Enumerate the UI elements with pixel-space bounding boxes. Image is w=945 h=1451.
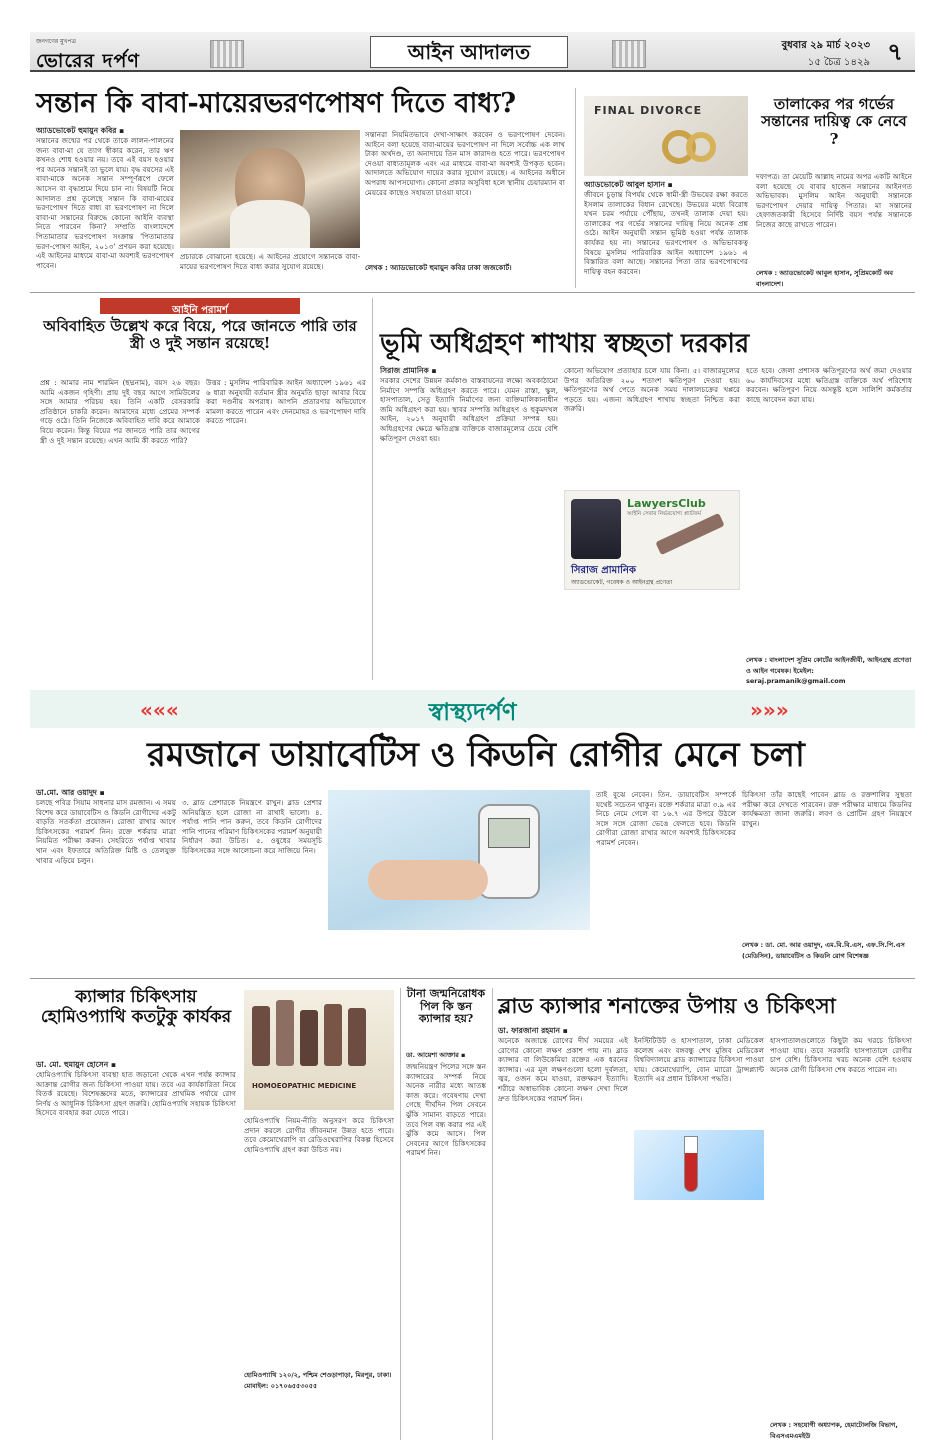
legal-advice-label: আইনি পরামর্শ xyxy=(172,305,228,316)
article5-col2: হোমিওপ্যাথি নিয়ম-নীতি অনুসরণ করে চিকিৎসা প্রদান করলে রোগীর জীবনমান উন্নত হতে পারে। তবে কেমোথেরাপি বা রেডিওথেরাপির বিকল্প হিসেবে হোমিওপ্যাথি গ্রহণ করা উচিত নয়। xyxy=(244,1116,394,1154)
date-line-1: বুধবার ২৯ মার্চ ২০২৩ xyxy=(781,40,870,51)
blood-test-tube-photo xyxy=(634,1130,764,1200)
lawyer-gavel-panel xyxy=(564,490,740,590)
article2-headline: তালাকের পর গর্ভের সন্তানের দায়িত্ব কে নেবে ? xyxy=(761,95,907,148)
article4-author: লেখক : বাংলাদেশ সুপ্রিম কোর্টের আইনজীবী, আইনগ্রন্থ প্রণেতা ও আইন গবেষক। ইমেইল: seraj.pramanik@gmail.com xyxy=(746,656,912,685)
article2-author: লেখক : অ্যাডভোকেট আবুল হাসান, সুপ্রিমকোর্ট অব বাংলাদেশ। xyxy=(756,269,894,288)
article2-byline: অ্যাডভোকেট আবুল হাসান ▪ xyxy=(584,180,673,189)
article4-col3: হতে হবে। জেলা প্রশাসক ক্ষতিপূরণের অর্থ জমা দেওয়ার ৬০ কার্যদিবসের মধ্যে ক্ষতিগ্রস্ত ব্যক্তিকে অর্থ পরিশোধ করবেন। ক্ষতিপূরণ নিয়ে অসন্তুষ্ট হলে সালিশি কর্মকর্তার কাছে আবেদন করা যায়। xyxy=(746,366,912,404)
gavel-icon xyxy=(655,513,724,555)
article4-col1: সরকার দেশের উন্নয়ন কর্মকাণ্ড বাস্তবায়নের লক্ষ্যে অবকাঠামো নির্মাণে সম্পত্তি অধিগ্রহণ করতে পারে। যেমন রাস্তা, স্কুল, হাসপাতাল, সেতু ইত্যাদি নির্মাণের জন্য ব্যক্তিমালিকানাধীন জমি অধিগ্রহণ করা হয়। স্থাবর সম্পত্তি অধিগ্রহণ ও হুকুমদখল আইন, ২০১৭ অনুযায়ী অধিগ্রহণ প্রক্রিয়া সম্পন্ন হয়। অধিগ্রহণের ক্ষেত্রে ক্ষতিগ্রস্ত ব্যক্তিকে বাজারমূল্যের চেয়ে বেশি ক্ষতিপূরণ দেওয়া হয়। xyxy=(380,376,558,443)
article7-col2: ইনস্টিটিউট ও হাসপাতাল, ঢাকা মেডিকেল কলেজ এবং বঙ্গবন্ধু শেখ মুজিব মেডিকেল বিশ্ববিদ্যালয়ে ব্লাড ক্যান্সারের চিকিৎসা পাওয়া যায়। কেমোথেরাপি, বোন ম্যারো ট্রান্সপ্ল্যান্ট ইত্যাদি এর প্রধান চিকিৎসা পদ্ধতি। xyxy=(634,1036,764,1084)
article5-headline: ক্যান্সার চিকিৎসায় হোমিওপ্যাথি কতটুকু কার্যকর xyxy=(40,987,232,1027)
date-block xyxy=(760,38,870,72)
article7-col3: হাসপাতালগুলোতে কিছুটা কম খরচে চিকিৎসা পাওয়া যায়। তবে সরকারি হাসপাতালে রোগীর চাপ বেশি। চিকিৎসার খরচ অনেক বেশি হওয়ায় অনেক রোগী চিকিৎসা শেষ করতে পারেন না। xyxy=(770,1036,912,1074)
test-tube-icon xyxy=(684,1136,698,1192)
left-arrows-icon: ««« xyxy=(140,698,179,722)
health-headline: রমজানে ডায়াবেটিস ও কিডনি রোগীর মেনে চলা xyxy=(147,735,805,775)
article7-headline: ব্লাড ক্যান্সার শনাক্তের উপায় ও চিকিৎসা xyxy=(498,993,836,1018)
health-col1: চলছে পবিত্র সিয়াম সাধনার মাস রমজান। এ সময় বিশেষ করে ডায়াবেটিস ও কিডনি রোগীদের একটু বাড়তি সতর্কতা প্রয়োজন। রোজা রাখার আগে চিকিৎসকের পরামর্শ নিন। রক্তে শর্করার মাত্রা নিয়মিত পরীক্ষা করুন। সেহরিতে পর্যাপ্ত খাবার খান এবং ইফতারে অতিরিক্ত মিষ্টি ও তেলযুক্ত খাবার এড়িয়ে চলুন। xyxy=(36,798,176,865)
article4-byline: সিরাজ প্রামানিক ▪ xyxy=(380,366,437,375)
health-col2: ৩. ব্লাড প্রেশারকে নিয়ন্ত্রণে রাখুন। ব্লাড প্রেশার অনিয়ন্ত্রিত হলে রোজা না রাখাই ভালো। ৪. পর্যাপ্ত পানি পান করুন, তবে কিডনি রোগীদের পানি পানের পরিমাণ চিকিৎসকের পরামর্শ অনুযায়ী নির্ধারণ করা উচিত। ৫. ওষুধের সময়সূচি চিকিৎসকের সঙ্গে আলোচনা করে সাজিয়ে নিন। xyxy=(182,798,322,855)
lawyers-club-sub: আইনি সেবার নির্ভরযোগ্য প্ল্যাটফর্ম xyxy=(627,511,702,517)
article1-col2: সন্তানরা নিয়মিতভাবে দেখা-সাক্ষাৎ করবেন ও ভরণপোষণ দেবেন। আইনে বলা হয়েছে বাবা-মায়ের ভরণপোষণ না দিলে সর্বোচ্চ এক লাখ টাকা অর্থদণ্ড, তা অনাদায়ে তিন মাস কারাদণ্ড হতে পারে। ভরণপোষণ দেওয়া বাধ্যতামূলক এবং এর মাধ্যমে বাবা-মা অবশ্যই উপকৃত হবেন। আদালতে অভিযোগ দায়ের করার সুযোগ রয়েছে। এ আইনের অধীনে অপরাধ আপসযোগ্য। কোনো প্রকার অসুবিধা হলে স্থানীয় চেয়ারম্যান বা মেয়রের কাছেও সহায়তা চাওয়া যাবে। xyxy=(365,130,565,197)
health-byline: ডা.মো. আর ওয়াদুদ ▪ xyxy=(36,788,105,797)
article6-headline: টানা জন্মনিরোধক পিল কি স্তন ক্যান্সার হয়? xyxy=(406,987,486,1026)
masthead-logo-block xyxy=(36,36,186,79)
article2-col2: দফাপত্র। তা মেয়েটি আল্লাহ নামের অপর একটি আইনে বলা হয়েছে যে বাবার হাজেন সন্তানের আইনগত অভিভাবক। মুসলিম আইন অনুযায়ী সন্তানকে ভরণপোষণ দেয়ার দায়িত্ব পিতার। মা সন্তানের হেফাজতকারী হিসেবে নির্দিষ্ট বয়স পর্যন্ত সন্তানকে নিজের কাছে রাখতে পারেন। xyxy=(756,172,912,229)
legal-advice-label-box xyxy=(100,298,300,314)
lawyer-title: অ্যাডভোকেট, গবেষক ও আইনগ্রন্থ প্রণেতা xyxy=(571,579,673,586)
article5-address: হোমিওপ্যাথি ১২০/২, পশ্চিম শেওড়াপাড়া, মিরপুর, ঢাকা। মোবাইল: ০১৭০৬৫৫৩০৫৫ xyxy=(244,1371,392,1390)
article1-headline: সন্তান কি বাবা-মায়েরভরণপোষণ দিতে বাধ্য? xyxy=(36,88,517,119)
page-number: ৭ xyxy=(887,38,903,66)
article7-byline: ডা. ফারজানা রহমান ▪ xyxy=(498,1026,568,1035)
section-title: আইন আদালত xyxy=(407,40,531,64)
glucose-meter-photo xyxy=(328,790,590,930)
article4-headline: ভূমি অধিগ্রহণ শাখায় স্বচ্ছতা দরকার xyxy=(380,329,750,359)
article4-col2: কোনো অভিযোগ প্রত্যাহার চলে যায় কিনা। ৫। বাজারমূল্যের উপর অতিরিক্ত ২০০ শতাংশ ক্ষতিপূরণ দেওয়া হয়। ক্ষতিপূরণের অর্থ পেতে অনেক সময় দালালচক্রের খপ্পরে পড়তে হয়। এজন্য অধিগ্রহণ শাখায় স্বচ্ছতা নিশ্চিত করা জরুরি। xyxy=(564,366,740,414)
divorce-rings-photo: FINAL DIVORCE xyxy=(584,96,748,176)
article2-body: জীবনে চুড়ান্ত বিপর্যয় থেকে স্বামী-স্ত্রী উভয়ের রক্ষা করতে ইসলাম তালাকের বিধান রেখেছে। উভয়ের মধ্যে বিরোধ যখন চরম পর্যায়ে পৌঁছায়, তখনই তালাক দেয়া হয়। তালাকের পর গর্ভের সন্তানের দায়িত্ব নিয়ে অনেক প্রশ্ন ওঠে। আইন অনুযায়ী সন্তান ভূমিষ্ঠ হওয়া পর্যন্ত তালাক কার্যকর হয় না। সন্তানের ভরণপোষণ ও অভিভাবকত্ব বিষয়ে মুসলিম পারিবারিক আইন অধ্যাদেশ ১৯৬১ এ বিস্তারিত বলা আছে। সন্তানের পিতা তার ভরণপোষণের দায়িত্ব বহন করবেন। xyxy=(584,190,748,276)
article3-headline: অবিবাহিত উল্লেখ করে বিয়ে, পরে জানতে পারি তার স্ত্রী ও দুই সন্তান রয়েছে! xyxy=(43,317,357,353)
lawyer-name: সিরাজ প্রামানিক xyxy=(571,565,636,576)
article7-col1: অনেকে অজান্তে রোগের দীর্ঘ সময়ের এই রোগের কোনো লক্ষণ প্রকাশ পায় না। ব্লাড ক্যান্সার বা লিউকেমিয়া রক্তের এক ধরনের ক্যান্সার। এর মূল লক্ষণগুলো হলো দুর্বলতা, জ্বর, ওজন কমে যাওয়া, রক্তক্ষরণ ইত্যাদি। শরীরে অস্বাভাবিক কোনো লক্ষণ দেখা দিলে দ্রুত চিকিৎসকের পরামর্শ নিন। xyxy=(498,1036,628,1103)
health-author: লেখক : ডা. মো. আর ওয়াদুদ, এম.বি.বি.এস, এফ.সি.পি.এস (মেডিসিন), ডায়াবেটিস ও কিডনি রোগ বিশেষজ্ঞ xyxy=(742,941,905,960)
homeopathy-photo-label: HOMOEOPATHIC MEDICINE xyxy=(252,1082,357,1090)
homeopathy-bottles-photo xyxy=(244,990,394,1110)
article5-byline: ডা. মো. হুমায়ুন হোসেন ▪ xyxy=(36,1060,116,1069)
article1-col1: সন্তানের জন্মের পর থেকে তাকে লালন-পালনের জন্য বাবা-মা যে ত্যাগ স্বীকার করেন, তার ঋণ কখনও শোধ হওয়ার নয়। তবে এই বয়স হওয়ার পর অনেক সন্তানই তা ভুলে যায়। বৃদ্ধ বয়সের এই বাবা-মাকে অনেক সন্তান সম্পূর্ণরূপে ফেলে আসেন বা বৃদ্ধাশ্রমে দিয়ে চান না। বিষয়টি নিয়ে আদালত প্রশ্ন তুলেছে সন্তান কি বাবা-মায়ের ভরণপোষণ দিতে বাধ্য বা ভরণপোষণ না দিলে বাবা-মা সন্তানের বিরুদ্ধে কোনো আইনি ব্যবস্থা নিতে পারবেন কিনা? সম্প্রতি বাংলাদেশে পিতামাতার ভরণপোষণ সংক্রান্ত 'পিতামাতার ভরণ-পোষণ আইন, ২০১৩' প্রণয়ন করা হয়েছে। এই আইনের মাধ্যমে বাবা-মা অবশ্যই ভরণপোষণ পাবেন। xyxy=(36,136,174,270)
scales-of-justice-icon xyxy=(612,40,646,68)
article1-author: লেখক : অ্যাডভোকেট হুমায়ুন কবির ঢাকা জজকোর্ট। xyxy=(365,264,512,272)
masthead-tagline: জনগণের মুখপত্র xyxy=(36,38,76,45)
hand-icon xyxy=(368,860,488,900)
lawyer-portrait xyxy=(571,499,621,559)
health-col5: চিকিৎসা তাঁর কাছেই পাবেন ব্লাড ও রক্তশালির সুস্থতা পরীক্ষা করে দেখতে পারবেন। রক্ত পরীক্ষার মাধ্যমে কিডনির কার্যক্ষমতা জানা জরুরি। লবণ ও প্রোটিন গ্রহণ নিয়ন্ত্রণে রাখুন। xyxy=(742,790,912,828)
health-col4: তাই বুঝে নেবেন। তিন. ডায়াবেটিস সম্পর্কে যথেষ্ট সচেতন থাকুন। রক্তে শর্করার মাত্রা ৩.৯ এর নিচে নেমে গেলে বা ১৬.৭ এর উপরে উঠলে সঙ্গে সঙ্গে রোজা ভেঙে ফেলতে হবে। কিডনি রোগীরা রোজা রাখার আগে অবশ্যই চিকিৎসকের পরামর্শ নেবেন। xyxy=(596,790,736,847)
article3-col1: প্রশ্ন : আমার নাম শারমিন (ছদ্মনাম), বয়স ২৬ বছর। আমি একজন গৃহিণী। প্রায় দুই বছর আগে সামিউলের সঙ্গে আমার পরিচয় হয়। তিনি একটি বেসরকারি প্রতিষ্ঠানে চাকরি করেন। আমাদের মধ্যে প্রেমের সম্পর্ক গড়ে ওঠে। তিনি নিজেকে অবিবাহিত দাবি করে আমাকে বিয়ে করেন। কিন্তু বিয়ের পর জানতে পারি তার আগের স্ত্রী ও দুই সন্তান রয়েছে। এখন আমি কী করতে পারি? xyxy=(40,378,200,445)
date-line-2: ১৫ চৈত্র ১৪২৯ xyxy=(807,57,870,68)
article6-byline: ডা. আয়েশা আক্তার ▪ xyxy=(406,1051,466,1059)
section-title-box xyxy=(370,36,568,68)
right-arrows-icon: »»» xyxy=(750,698,789,722)
article5-body: হোমিওপ্যাথি চিকিৎসা ব্যবস্থা হাত জড়ানো থেকে এখন পর্যন্ত ক্যান্সার আক্রান্ত রোগীর জন্য চিকিৎসা পাওয়া যায়। তবে এর কার্যকারিতা নিয়ে বিতর্ক রয়েছে। বিশেষজ্ঞদের মতে, ক্যান্সারের প্রাথমিক পর্যায়ে রোগ নির্ণয় ও আধুনিক চিকিৎসা গ্রহণ জরুরি। হোমিওপ্যাথি সহায়ক চিকিৎসা হিসেবে ব্যবহার করা যেতে পারে। xyxy=(36,1070,236,1118)
column-pillars-icon xyxy=(210,40,244,68)
article3-col2: উত্তর : মুসলিম পারিবারিক আইন অধ্যাদেশ ১৯৬১ এর ৬ ধারা অনুযায়ী বর্তমান স্ত্রীর অনুমতি ছাড়া আবার বিয়ে করা দণ্ডনীয় অপরাধ। আপনি প্রতারণার অভিযোগে মামলা করতে পারেন এবং দেনমোহর ও ভরণপোষণ দাবি করতে পারেন। xyxy=(206,378,366,426)
lawyers-club-logo: LawyersClub xyxy=(627,497,706,510)
article7-author: লেখক : সহযোগী অধ্যাপক, হেমাটোলজি বিভাগ, বিএসএমএমইউ xyxy=(770,1421,898,1440)
article1-byline: অ্যাডভোকেট হুমায়ুন কবির ▪ xyxy=(36,126,125,135)
elderly-man-photo xyxy=(180,130,360,248)
masthead-logo: ভোরের দর্পণ xyxy=(36,50,140,72)
article1-caption: প্রচারকে বোঝানো হয়েছে। এ আইনের প্রয়োগে সন্তানকে বাবা-মায়ের ভরণপোষণ দিতে বাধ্য করার সুযোগ রয়েছে। xyxy=(180,252,360,271)
article6-body: জন্মনিয়ন্ত্রণ পিলের সঙ্গে স্তন ক্যান্সারের সম্পর্ক নিয়ে অনেক নারীর মধ্যে আতঙ্ক কাজ করে। গবেষণায় দেখা গেছে দীর্ঘদিন পিল সেবনে ঝুঁকি সামান্য বাড়তে পারে। তবে পিল বন্ধ করার পর এই ঝুঁকি কমে আসে। পিল সেবনের আগে চিকিৎসকের পরামর্শ নিন। xyxy=(406,1062,486,1158)
health-section-title: স্বাস্থ্যদর্পণ xyxy=(428,698,517,726)
health-banner xyxy=(30,690,915,728)
